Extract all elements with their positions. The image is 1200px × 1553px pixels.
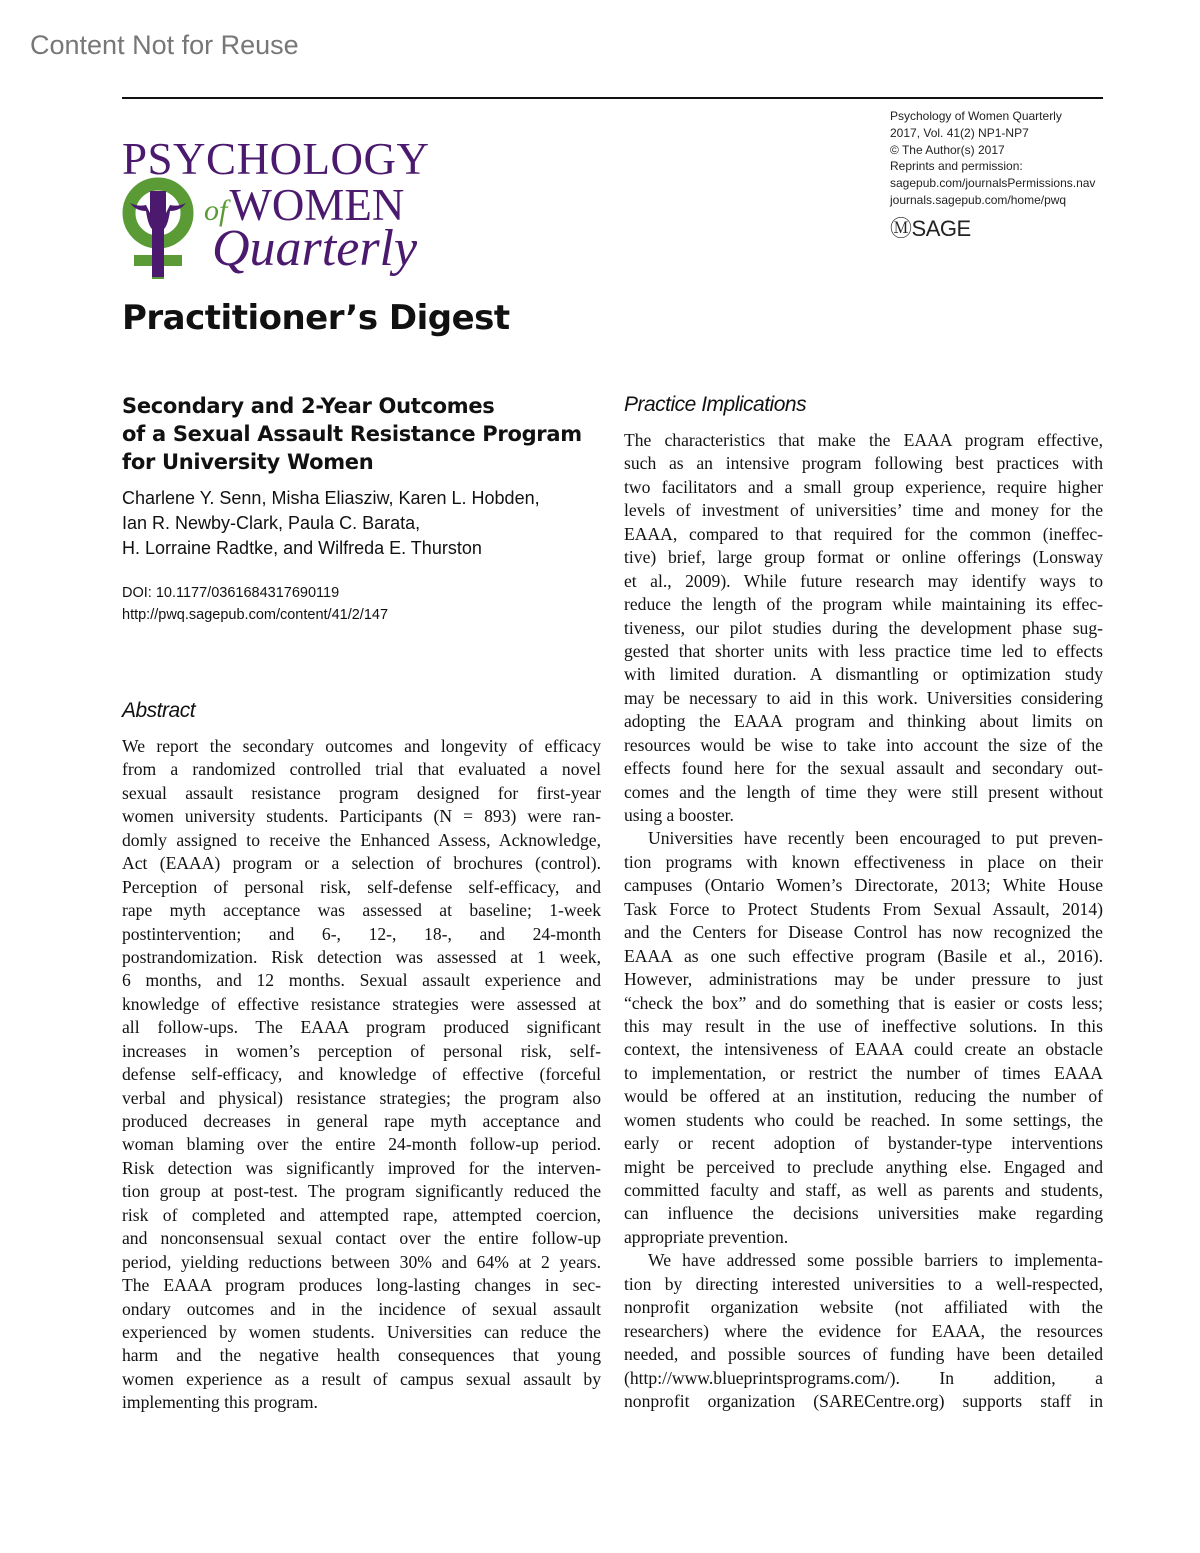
title-line: of a Sexual Assault Resistance Program	[122, 422, 582, 446]
text-line: EAAA as one such effective program (Basile et al., 2016).	[624, 945, 1103, 966]
text-line: The characteristics that make the EAAA program effective,	[624, 430, 1103, 450]
sage-logo: ⓂSAGE	[890, 215, 971, 241]
text-line: increases in women’s perception of personal risk, self-	[122, 1040, 601, 1061]
text-line: reduce the length of the program while maintaining its effec-	[624, 594, 1103, 615]
text-line: all follow-ups. The EAAA program produced significant	[122, 1017, 601, 1038]
text-line: comes and the length of time they were still present without	[624, 781, 1103, 802]
text-line: (http://www.blueprintsprograms.com/). In addition, a	[624, 1367, 1103, 1388]
authors-line: Charlene Y. Senn, Misha Eliasziw, Karen L. Hobden,	[122, 488, 540, 508]
logo-women-text: WOMEN	[229, 180, 405, 230]
text-line: context, the intensiveness of EAAA could create an obstacle	[624, 1039, 1103, 1060]
meta-link[interactable]: sagepub.com/journalsPermissions.nav	[890, 176, 1096, 191]
meta-line: © The Author(s) 2017	[890, 142, 1005, 157]
text-line: women students who could be reached. In some settings, the	[624, 1109, 1103, 1130]
text-line: researchers) where the evidence for EAAA, the resources	[624, 1320, 1103, 1341]
doi: DOI: 10.1177/0361684317690119	[122, 585, 340, 601]
text-line: EAAA, compared to that required for the common (ineffec-	[624, 523, 1103, 544]
logo-of: of	[204, 194, 228, 227]
logo-quarterly: Quarterly	[212, 220, 418, 277]
text-line: rape myth acceptance was assessed at baseline; 1-week	[122, 900, 601, 921]
text-line: domly assigned to receive the Enhanced Assess, Acknowledge,	[122, 829, 601, 850]
text-line: appropriate prevention.	[624, 1226, 789, 1247]
meta-line: Psychology of Women Quarterly	[890, 109, 1062, 123]
text-line: postrandomization. Risk detection was assessed at 1 week,	[122, 946, 601, 967]
text-line: harm and the negative health consequences that young	[122, 1345, 601, 1366]
text-line: and nonconsensual sexual contact over the entire follow-up	[122, 1228, 601, 1249]
text-line: can influence the decisions universities make regarding	[624, 1203, 1103, 1224]
text-line: implementing this program.	[122, 1392, 318, 1413]
text-line: Risk detection was significantly improved for the interven-	[122, 1157, 601, 1178]
text-line: woman blaming over the entire 24-month follow-up period.	[122, 1134, 601, 1155]
title-line: for University Women	[122, 450, 374, 474]
text-line: The EAAA program produces long-lasting changes in sec-	[122, 1275, 601, 1296]
text-line: verbal and physical) resistance strategies; the program also	[122, 1087, 601, 1108]
text-line: nonprofit organization website (not affiliated with the	[624, 1297, 1103, 1318]
text-line: committed faculty and staff, as well as parents and students,	[624, 1180, 1103, 1200]
text-line: this may result in the use of ineffective solutions. In this	[624, 1015, 1103, 1036]
text-line: two facilitators and a small group experience, require higher	[624, 476, 1103, 497]
text-line: and the Centers for Disease Control has now recognized the	[624, 922, 1103, 943]
text-line: period, yielding reductions between 30% and 64% at 2 years.	[122, 1251, 601, 1272]
text-line: early or recent adoption of bystander-type interventions	[624, 1133, 1103, 1154]
logo-psychology: PSYCHOLOGY	[122, 134, 430, 184]
text-line: Task Force to Protect Students From Sexual Assault, 2014)	[624, 898, 1103, 919]
article-url[interactable]: http://pwq.sagepub.com/content/41/2/147	[122, 607, 389, 623]
meta-link[interactable]: journals.sagepub.com/home/pwq	[890, 192, 1067, 207]
text-line: levels of investment of universities’ time and money for the	[624, 500, 1103, 521]
title-line: Secondary and 2-Year Outcomes	[122, 394, 495, 418]
text-line: using a booster.	[624, 805, 734, 825]
text-line: women university students. Participants (N = 893) were ran-	[122, 806, 601, 827]
section-label: Practitioner’s Digest	[122, 298, 510, 338]
abstract-body	[122, 735, 601, 1415]
publisher-name: SAGE	[911, 215, 971, 241]
header-rule	[122, 97, 1103, 99]
authors-line: H. Lorraine Radtke, and Wilfreda E. Thurston	[122, 538, 482, 558]
female-psi-icon	[122, 177, 194, 281]
text-line: from a randomized controlled trial that evaluated a novel	[122, 759, 601, 780]
text-line: campuses (Ontario Women’s Directorate, 2013; White House	[624, 875, 1103, 896]
text-line: et al., 2009). While future research may identify ways to	[624, 570, 1103, 591]
text-line: would be offered at an institution, reducing the number of	[624, 1086, 1103, 1107]
text-line: tion group at post-test. The program significantly reduced the	[122, 1181, 601, 1202]
text-line: women experience as a result of campus sexual assault by	[122, 1368, 601, 1389]
text-line: effects found here for the sexual assault and secondary out-	[624, 758, 1103, 779]
text-line: 6 months, and 12 months. Sexual assault experience and	[122, 970, 601, 991]
text-line: risk of completed and attempted rape, attempted coercion,	[122, 1204, 601, 1225]
text-line: knowledge of effective resistance strategies were assessed at	[122, 993, 601, 1014]
text-line: gested that shorter units with less practice time led to effects	[624, 640, 1103, 661]
text-line: However, administrations may be under pressure to just	[624, 969, 1103, 990]
text-line: sexual assault resistance program designed for first-year	[122, 782, 601, 803]
text-line: Universities have recently been encouraged to put preven-	[648, 828, 1103, 849]
text-line: tion by directing interested universities to a well-respected,	[624, 1273, 1103, 1294]
text-line: with limited duration. A dismantling or optimization study	[624, 664, 1103, 685]
text-line: Perception of personal risk, self-defense self-efficacy, and	[122, 876, 601, 897]
watermark: Content Not for Reuse	[30, 30, 299, 60]
text-line: might be perceived to preclude anything else. Engaged and	[624, 1156, 1103, 1177]
text-line: tion programs with known effectiveness in place on their	[624, 851, 1103, 872]
abstract-heading: Abstract	[122, 699, 196, 722]
text-line: may be necessary to aid in this work. Universities considering	[624, 687, 1103, 708]
authors-line: Ian R. Newby-Clark, Paula C. Barata,	[122, 513, 421, 533]
implications-heading: Practice Implications	[624, 393, 807, 416]
meta-line: 2017, Vol. 41(2) NP1-NP7	[890, 125, 1029, 140]
text-line: resources would be wise to take into account the size of the	[624, 734, 1103, 755]
text-line: Act (EAAA) program or a selection of brochures (control).	[122, 853, 601, 874]
text-line: experienced by women students. Universities can reduce the	[122, 1321, 601, 1342]
text-line: nonprofit organization (SARECentre.org) supports staff in	[624, 1390, 1103, 1411]
text-line: We report the secondary outcomes and longevity of efficacy	[122, 736, 601, 756]
text-line: adopting the EAAA program and thinking about limits on	[624, 711, 1103, 732]
article-title	[122, 392, 582, 476]
text-line: “check the box” and do something that is easier or costs less;	[624, 992, 1103, 1013]
journal-logo	[122, 133, 442, 283]
text-line: tive) brief, large group format or online offerings (Lonsway	[624, 547, 1103, 568]
text-line: postintervention; and 6-, 12-, 18-, and 24-month	[122, 923, 601, 944]
text-line: defense self-efficacy, and knowledge of effective (forceful	[122, 1064, 601, 1085]
journal-meta	[890, 108, 1095, 243]
doi-block	[122, 582, 388, 626]
text-line: to implementation, or restrict the number of times EAAA	[624, 1062, 1103, 1083]
authors	[122, 486, 540, 561]
text-line: produced decreases in general rape myth acceptance and	[122, 1111, 601, 1131]
implications-body	[624, 429, 1103, 1413]
text-line: tiveness, our pilot studies during the development phase sug-	[624, 617, 1103, 638]
text-line: ondary outcomes and in the incidence of sexual assault	[122, 1298, 601, 1319]
text-line: needed, and possible sources of funding have been detailed	[624, 1344, 1103, 1365]
text-line: such as an intensive program following best practices with	[624, 453, 1103, 474]
text-line: We have addressed some possible barriers to implementa-	[648, 1250, 1103, 1271]
meta-line: Reprints and permission:	[890, 159, 1023, 174]
